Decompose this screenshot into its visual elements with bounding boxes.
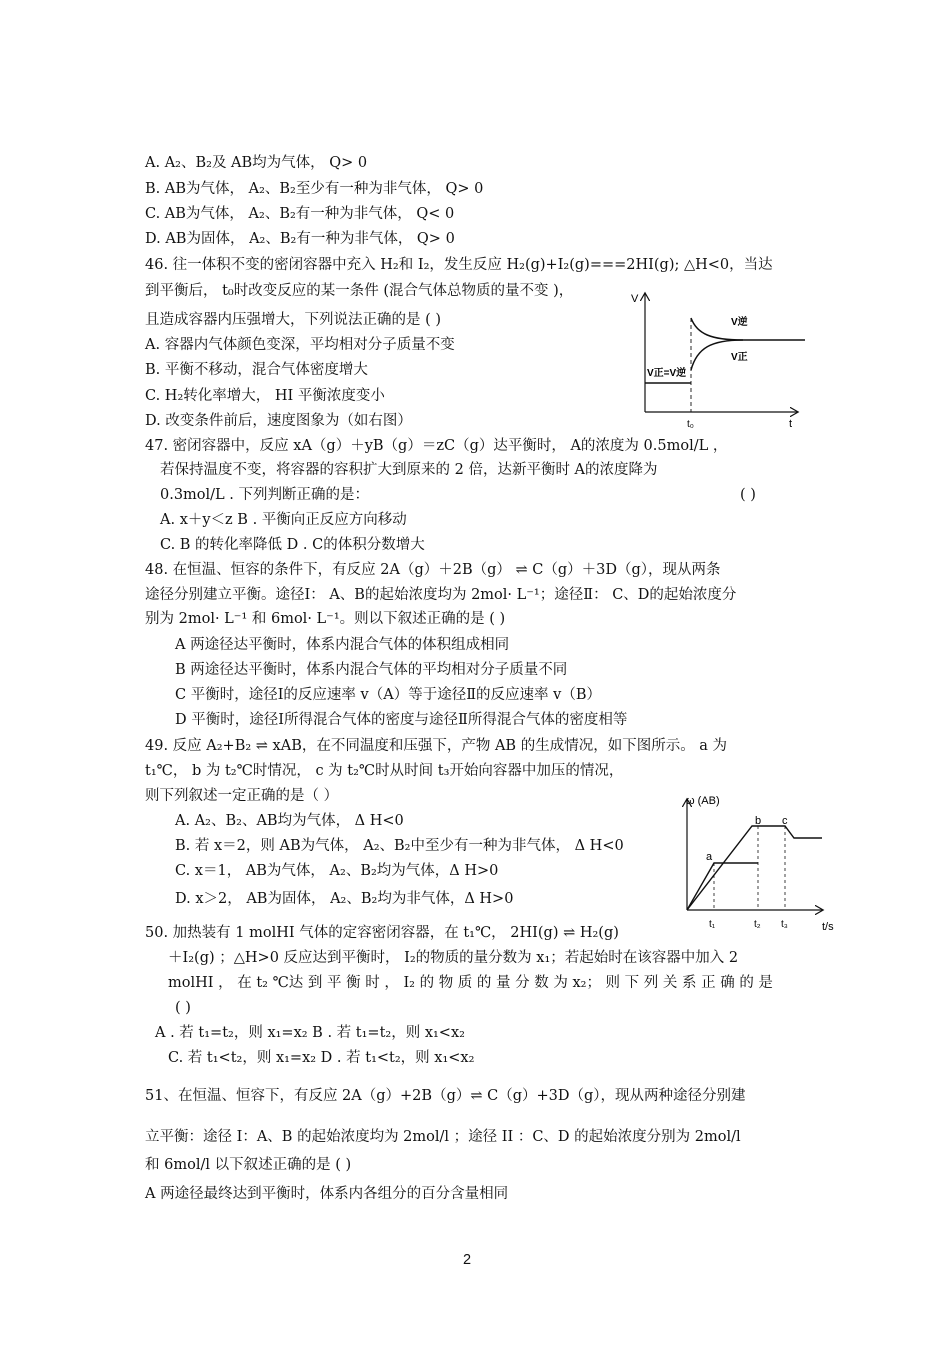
q51-stem-line-2: 立平衡：途径 I：A、B 的起始浓度均为 2mol/l ；途径 II ：C、D 的起始浓度分别为 2mol/l xyxy=(145,1129,741,1145)
q50-options-cd: C. 若 t₁<t₂，则 x₁=x₂ D . 若 t₁<t₂，则 x₁<x₂ xyxy=(168,1050,475,1066)
q51-stem-line-1: 51、在恒温、恒容下，有反应 2A（g）+2B（g）⇌ C（g）+3D（g），现从两种途径分别建 xyxy=(145,1088,746,1104)
q49-stem-line-1: 49. 反应 A₂+B₂ ⇌ xAB，在不同温度和压强下，产物 AB 的生成情况，如下图所示。 a 为 xyxy=(145,738,728,754)
q45-option-c: C. AB为气体， A₂、B₂有一种为非气体， Q< 0 xyxy=(145,206,455,222)
q45-option-d: D. AB为固体， A₂、B₂有一种为非气体， Q> 0 xyxy=(145,231,455,247)
curve-a xyxy=(687,863,758,910)
curve-b-c xyxy=(687,826,822,910)
q51-option-a: A 两途径最终达到平衡时，体系内各组分的百分含量相同 xyxy=(145,1186,509,1202)
q46-rate-time-figure xyxy=(625,288,810,433)
q47-stem-line-3: 0.3mol/L . 下列判断正确的是： xyxy=(160,487,370,503)
q50-answer-bracket: ( ) xyxy=(175,1000,191,1016)
q48-stem-line-1: 48. 在恒温、恒容的条件下，有反应 2A（g）＋2B（g） ⇌ C（g）＋3D（g），现从两条 xyxy=(145,562,721,578)
q47-options-cd: C. B 的转化率降低 D . C的体积分数增大 xyxy=(160,537,425,553)
q49-omega-time-figure xyxy=(672,788,842,933)
q49-stem-line-3: 则下列叙述一定正确的是（ ） xyxy=(145,788,339,804)
q47-stem-line-1: 47. 密闭容器中，反应 xA（g）＋yB（g）＝zC（g）达平衡时， A的浓度为 0.5mol/L ， xyxy=(145,438,728,454)
curve-c-label: c xyxy=(782,815,788,827)
q46-option-c: C. H₂转化率增大， HI 平衡浓度变小 xyxy=(145,388,385,404)
t2-tick-label: t₂ xyxy=(754,919,761,930)
v-equal-label: V正=V逆 xyxy=(647,368,687,379)
q50-stem-line-1: 50. 加热装有 1 molHI 气体的定容密闭容器，在 t₁℃， 2HI(g) ⇌ H₂(g) xyxy=(145,925,619,941)
curve-b-label: b xyxy=(755,815,762,827)
q47-stem-line-2: 若保持温度不变，将容器的容积扩大到原来的 2 倍，达新平衡时 A的浓度降为 xyxy=(160,462,658,478)
q48-option-a: A 两途径达平衡时，体系内混合气体的体积组成相同 xyxy=(175,637,510,653)
q46-stem-line-2: 到平衡后， t₀时改变反应的某一条件 (混合气体总物质的量不变 )， xyxy=(145,283,574,299)
omega-axis-label: ω (AB) xyxy=(686,795,720,807)
q47-options-ab: A. x＋y＜z B . 平衡向正反应方向移动 xyxy=(160,512,407,528)
q48-option-d: D 平衡时，途径Ⅰ所得混合气体的密度与途径Ⅱ所得混合气体的密度相等 xyxy=(175,712,628,728)
q50-options-ab: A . 若 t₁=t₂，则 x₁=x₂ B . 若 t₁=t₂，则 x₁<x₂ xyxy=(155,1025,465,1041)
q48-option-b: B 两途径达平衡时，体系内混合气体的平均相对分子质量不同 xyxy=(175,662,568,678)
q50-stem-line-2: ＋I₂(g) ；△H>0 反应达到平衡时， I₂的物质的量分数为 x₁；若起始时在该容器中加入 2 xyxy=(168,950,739,966)
q49-option-a: A. A₂、B₂、AB均为气体， Δ H<0 xyxy=(175,813,404,829)
t1-tick-label: t₁ xyxy=(709,919,716,930)
q49-stem-line-2: t₁℃， b 为 t₂℃时情况， c 为 t₂℃时从时间 t₃开始向容器中加压的情况， xyxy=(145,763,624,779)
v-reverse-label: V逆 xyxy=(731,317,748,328)
t0-label: t₀ xyxy=(687,419,694,430)
q45-option-b: B. AB为气体， A₂、B₂至少有一种为非气体， Q> 0 xyxy=(145,181,484,197)
q49-option-c: C. x＝1， AB为气体， A₂、B₂均为气体，Δ H>0 xyxy=(175,863,499,879)
q51-stem-line-3: 和 6mol/l 以下叙述正确的是 ( ) xyxy=(145,1157,352,1173)
q50-stem-line-3: molHI ， 在 t₂ ℃达 到 平 衡 时 ， I₂ 的 物 质 的 量 分 数 为 x₂； 则 下 列 关 系 正 确 的 是 xyxy=(168,975,773,991)
v-forward-label: V正 xyxy=(731,352,748,363)
q46-stem-line-1: 46. 往一体积不变的密闭容器中充入 H₂和 I₂，发生反应 H₂(g)+I₂(g)===2HI(g); △H<0，当达 xyxy=(145,257,773,273)
q47-answer-bracket: ( ) xyxy=(740,487,756,503)
q46-option-a: A. 容器内气体颜色变深，平均相对分子质量不变 xyxy=(145,337,455,353)
time-axis-label: t/s xyxy=(822,921,834,933)
page-number: 2 xyxy=(463,1252,472,1268)
t-axis-label: t xyxy=(789,418,793,430)
v-axis-label: V xyxy=(631,293,639,305)
q49-option-d: D. x＞2， AB为固体， A₂、B₂均为非气体，Δ H>0 xyxy=(175,891,514,907)
t3-tick-label: t₃ xyxy=(781,919,788,930)
q46-option-d: D. 改变条件前后，速度图象为（如右图） xyxy=(145,413,412,429)
q46-stem-line-3: 且造成容器内压强增大，下列说法正确的是 ( ) xyxy=(145,312,442,328)
q48-stem-line-2: 途径分别建立平衡。途径Ⅰ： A、B的起始浓度均为 2mol· L⁻¹；途径Ⅱ： C、D的起始浓度分 xyxy=(145,587,737,603)
q46-option-b: B. 平衡不移动，混合气体密度增大 xyxy=(145,362,368,378)
q49-option-b: B. 若 x＝2，则 AB为气体， A₂、B₂中至少有一种为非气体， Δ H<0 xyxy=(175,838,624,854)
curve-a-label: a xyxy=(706,851,713,863)
q48-stem-line-3: 别为 2mol· L⁻¹ 和 6mol· L⁻¹。则以下叙述正确的是 ( ) xyxy=(145,611,506,627)
q45-option-a: A. A₂、B₂及 AB均为气体， Q> 0 xyxy=(145,155,368,171)
q48-option-c: C 平衡时，途径Ⅰ的反应速率 v（A）等于途径Ⅱ的反应速率 v（B） xyxy=(175,687,602,703)
